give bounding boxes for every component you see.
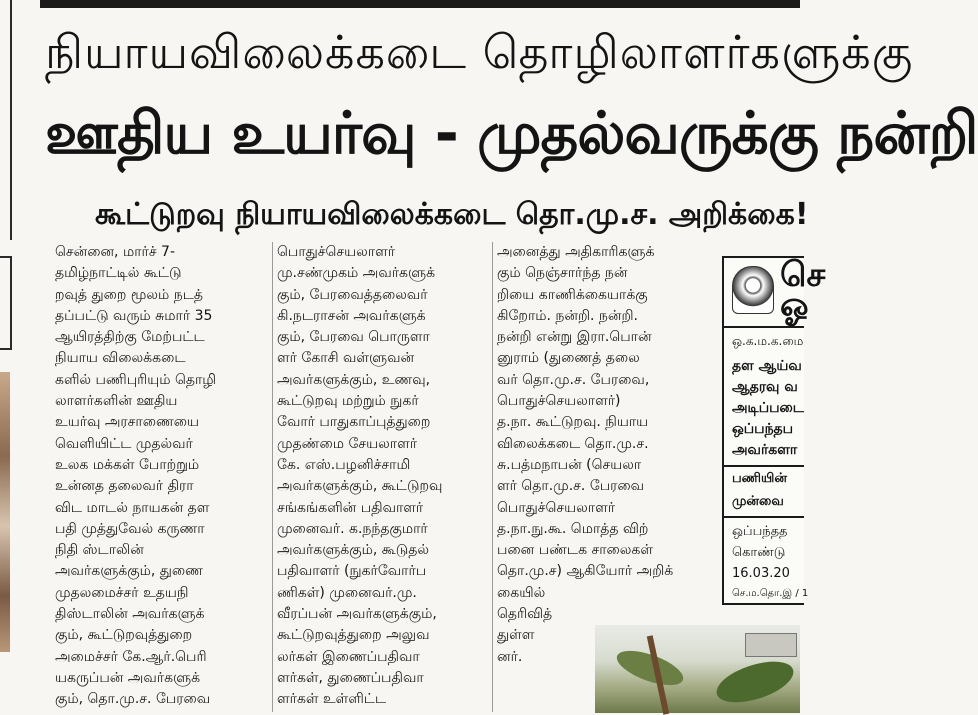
- kicker: [45, 12, 914, 92]
- ad-line: அவர்களா: [732, 442, 798, 458]
- top-rule: [40, 0, 800, 8]
- headline: [45, 92, 978, 174]
- ad-divider: [724, 465, 804, 467]
- subheadline-text: கூட்டுறவு நியாயவிலைக்கடை தொ.மு.ச. அறிக்கை!: [95, 197, 809, 232]
- article-column-2: [277, 242, 489, 712]
- article-column-3-text: அனைத்து அதிகாரிகளுக் கும் நெஞ்சார்ந்த நன் றியை காணிக்கையாக்கு கிறோம். நன்றி. நன்றி. நன்றி என்று இரா.பொன் னுராம் (துணைத் தலை வர் தொ.மு.ச. பேரவை, பொதுச்செயலாளர்) த.நா. கூட்டுறவு. நியாய விலைக்கடை தொ.மு.ச. சு.பத்மநாபன் (செயலா ளர் தொ.மு.ச. பேரவை பொதுச்செயலாளர் த.நா.நு.கூ. மொத்த விற் பனை பண்டக சாலைகள் தொ.மு.ச) ஆகியோர் அறிக் கையில் தெரிவித் துள்ள னர்.: [497, 244, 674, 665]
- advertisement-panel: [722, 255, 826, 605]
- article-column-1-text: சென்னை, மார்ச் 7- தமிழ்நாட்டில் கூட்டு றவுத் துறை மூலம் நடத் தப்பட்டு வரும் சுமார் 35 ஆயிரத்திற்கு மேற்பட்ட நியாய விலைக்கடை களில் பணிபுரியும் தொழி லாளர்களின் ஊதிய உயர்வு அரசாணையை வெளியிட்ட முதல்வர் உலக மக்கள் போற்றும் உன்னத தலைவர் திரா விட மாடல் நாயகன் தள பதி முத்துவேல் கருணா நிதி ஸ்டாலின் அவர்களுக்கும், துணை முதலமைச்சர் உதயநி திஸ்டாலின் அவர்களுக் கும், கூட்டுறவுத்துறை அமைச்சர் கே.ஆர்.பெரி யகருப்பன் அவர்களுக் கும், தொ.மு.ச. பேரவை: [55, 244, 217, 708]
- ad-heading: செ ஓ: [780, 255, 826, 325]
- column-divider: [492, 242, 493, 712]
- ad-line: முன்வை: [732, 494, 784, 509]
- ad-line: ஆதரவு வ: [732, 379, 798, 395]
- government-emblem-icon: [732, 266, 774, 314]
- column-divider: [272, 242, 273, 712]
- headline-text: ஊதிய உயர்வு - முதல்வருக்கு நன்றி: [45, 99, 978, 167]
- subheadline: [95, 185, 809, 245]
- ad-line: ஒப்பந்தப: [732, 421, 794, 437]
- article-column-1: [55, 242, 270, 712]
- ad-line: அடிப்படை: [732, 400, 804, 416]
- ad-divider: [724, 326, 804, 328]
- left-column-rule: [0, 0, 12, 240]
- ad-line: செ.ம.தொ.இ / 1: [732, 588, 809, 599]
- article-column-2-text: பொதுச்செயலாளர் மு.சண்முகம் அவர்களுக் கும், பேரவைத்தலைவர் கி.நடராசன் அவர்களுக் கும், பேரவை பொருளா ளர் கோசி வள்ளுவன் அவர்களுக்கும், உணவு, கூட்டுறவு மற்றும் நுகர் வோர் பாதுகாப்புத்துறை முதண்மை சேயலாளர் கே. எஸ்.பழனிச்சாமி அவர்களுக்கும், கூட்டுறவு சங்கங்களின் பதிவாளர் முனைவர். க.நந்தகுமார் அவர்களுக்கும், கூடுதல் பதிவாளர் (நுகர்வோர்ப ணிகள்) முனைவர்.மு. வீரப்பன் அவர்களுக்கும், கூட்டுறவுத்துறை அலுவ லர்கள் இணைப்பதிவா ளர்கள், துணைப்பதிவா ளர்கள் உள்ளிட்ட: [277, 244, 443, 708]
- left-photo-fragment: [0, 372, 10, 652]
- ad-line: தள ஆய்வ: [732, 358, 802, 374]
- photo-foliage: [712, 653, 799, 710]
- news-photo: [595, 625, 800, 713]
- ad-line: கொண்டு: [732, 545, 786, 560]
- ad-line: ஒ.க.ம.க.மை: [732, 334, 804, 348]
- ad-line: பணியின்: [732, 471, 787, 486]
- ad-line: 16.03.20: [732, 566, 790, 581]
- left-box-fragment: [0, 256, 12, 350]
- kicker-text: நியாயவிலைக்கடை தொழிலாளர்களுக்கு: [45, 25, 914, 79]
- photo-signboard: [745, 633, 797, 657]
- ad-line: ஒப்பந்தத: [732, 524, 788, 539]
- ad-divider: [724, 516, 804, 518]
